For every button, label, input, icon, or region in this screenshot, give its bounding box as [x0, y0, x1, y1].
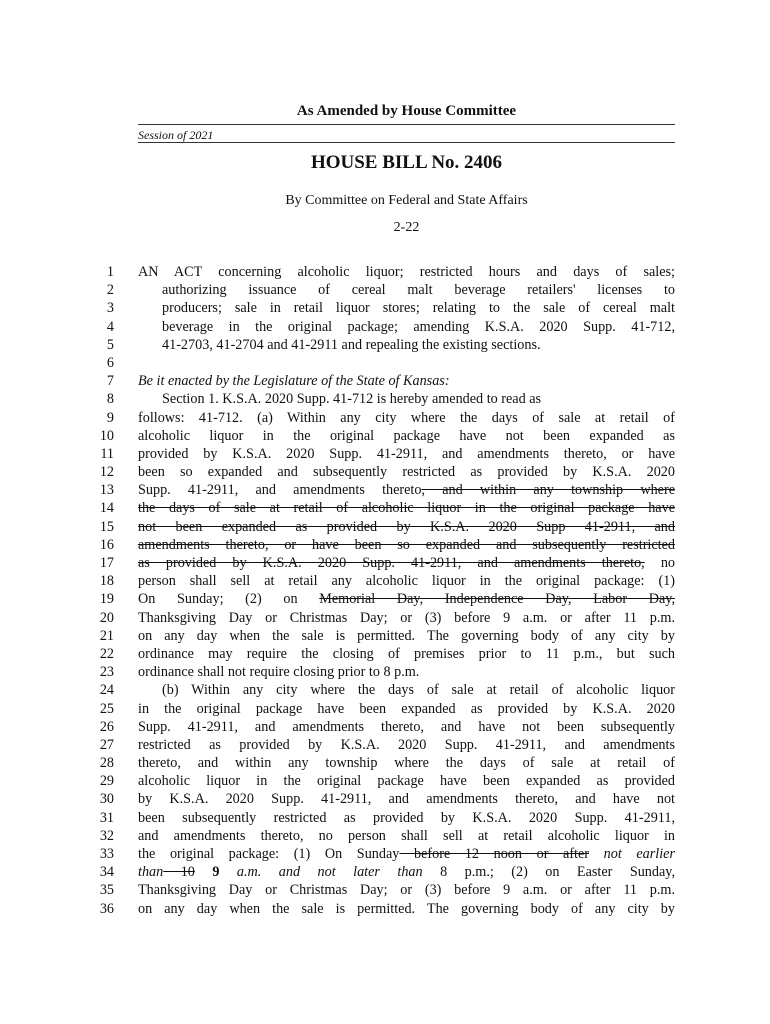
bill-line: [0, 881, 770, 899]
bill-line: [0, 736, 770, 754]
text-segment: Thanksgiving Day or Christmas Day; or (3) before 9 a.m. or after 11 p.m.: [138, 609, 675, 626]
line-number: 33: [99, 846, 114, 862]
line-number: 15: [99, 518, 114, 535]
line-text: [138, 481, 675, 499]
line-number: 13: [99, 482, 114, 499]
bill-line: [0, 572, 770, 590]
text-segment: by K.S.A. 2020 Supp. 41-2911, and amendments thereto, and have not: [138, 791, 675, 808]
line-text: [138, 463, 675, 481]
line-number: 22: [99, 645, 114, 662]
bill-line: [0, 663, 770, 681]
line-number: 23: [99, 664, 114, 681]
bill-line: [0, 263, 770, 281]
line-number: 36: [99, 900, 114, 917]
text-segment: alcoholic liquor in the original package have not been expanded as: [138, 427, 675, 444]
line-text: [162, 390, 675, 408]
bill-line: [0, 299, 770, 317]
line-text: [138, 772, 675, 790]
line-number: 19: [99, 591, 114, 608]
line-text: [162, 336, 675, 354]
divider: [138, 124, 675, 125]
line-number: 21: [99, 627, 114, 644]
struck-text: 10: [163, 864, 195, 881]
line-number: 20: [99, 609, 114, 626]
text-segment: been so expanded and subsequently restricted as provided by K.S.A. 2020: [138, 464, 675, 481]
struck-text: as provided by K.S.A. 2020 Supp. 41-2911, and amendments thereto,: [138, 555, 645, 571]
line-text: [138, 536, 675, 554]
text-segment: AN ACT concerning alcoholic liquor; restricted hours and days of sales;: [138, 264, 675, 280]
divider: [138, 142, 675, 143]
line-number: 18: [99, 573, 114, 590]
line-text: [138, 863, 675, 881]
line-number: 17: [99, 555, 114, 571]
line-number: 27: [99, 736, 114, 753]
text-segment: been subsequently restricted as provided by K.S.A. 2020 Supp. 41-2911,: [138, 809, 675, 826]
line-number: 28: [99, 755, 114, 772]
text-segment: on any day when the sale is permitted. The governing body of any city by: [138, 627, 675, 644]
session-label: Session of 2021: [138, 128, 214, 142]
amended-text: than: [138, 864, 164, 881]
line-text: [138, 572, 675, 590]
text-segment: and amendments thereto, no person shall sell at retail alcoholic liquor in: [138, 827, 675, 844]
text-segment: 8 p.m.; (2) on Easter Sunday,: [422, 864, 676, 881]
struck-text: the days of sale at retail of alcoholic liquor in the original package have: [138, 500, 675, 517]
line-text: [138, 845, 675, 863]
struck-text: before 12 noon or after: [399, 846, 590, 862]
line-number: 11: [100, 445, 114, 462]
line-text: [138, 718, 675, 736]
amended-text: 9: [194, 864, 220, 881]
bill-line: [0, 427, 770, 445]
line-text: [138, 827, 675, 845]
line-text: [138, 372, 675, 390]
bill-line: [0, 700, 770, 718]
line-text: [138, 590, 675, 608]
line-number: 12: [99, 464, 114, 481]
amended-text: a.m. and not later than: [219, 864, 423, 881]
struck-text: , and within any township where: [421, 482, 675, 499]
line-number: 32: [99, 827, 114, 844]
bill-line: [0, 809, 770, 827]
line-text: [138, 445, 675, 463]
text-segment: On Sunday; (2) on: [138, 591, 320, 608]
line-number: 31: [99, 809, 114, 826]
line-text: [162, 681, 675, 699]
bill-line: [0, 518, 770, 536]
line-text: [138, 263, 675, 281]
line-text: [138, 754, 675, 772]
line-text: [138, 663, 675, 681]
text-segment: provided by K.S.A. 2020 Supp. 41-2911, and amendments thereto, or have: [138, 445, 675, 462]
line-text: [138, 645, 675, 663]
amended-banner: As Amended by House Committee: [296, 103, 517, 119]
bill-line: [0, 863, 770, 881]
text-segment: beverage in the original package; amending K.S.A. 2020 Supp. 41-712,: [162, 318, 675, 335]
bill-line: [0, 627, 770, 645]
line-text: [162, 281, 675, 299]
amended-text: not earlier: [589, 846, 675, 862]
line-number: 14: [99, 500, 114, 517]
bill-line: [0, 790, 770, 808]
text-segment: authorizing issuance of cereal malt beverage retailers' licenses to: [162, 282, 675, 299]
bill-line: [0, 845, 770, 863]
line-text: [138, 609, 675, 627]
text-segment: follows: 41-712. (a) Within any city where the days of sale at retail of: [138, 409, 675, 426]
line-number: 16: [99, 536, 114, 553]
line-text: [138, 627, 675, 645]
struck-text: amendments thereto, or have been so expanded and subsequently restricted: [138, 536, 675, 553]
line-number: 7: [106, 373, 114, 390]
bill-text: [0, 263, 770, 918]
introduction-date: 2-22: [393, 220, 420, 235]
text-segment: ordinance may require the closing of premises prior to 11 p.m., but such: [138, 645, 675, 662]
line-number: 29: [99, 773, 114, 790]
text-segment: in the original package have been expanded as provided by K.S.A. 2020: [138, 700, 675, 717]
text-segment: 41-2703, 41-2704 and 41-2911 and repealing the existing sections.: [162, 336, 541, 353]
text-segment: Section 1. K.S.A. 2020 Supp. 41-712 is hereby amended to read as: [162, 391, 542, 408]
line-number: 10: [99, 427, 114, 444]
bill-line: [0, 772, 770, 790]
text-segment: restricted as provided by K.S.A. 2020 Supp. 41-2911, and amendments: [138, 736, 675, 753]
line-text: [138, 499, 675, 517]
line-text: [138, 809, 675, 827]
text-segment: ordinance shall not require closing prior to 8 p.m.: [138, 664, 420, 681]
text-segment: Supp. 41-2911, and amendments thereto, and have not been subsequently: [138, 718, 675, 735]
text-segment: the original package: (1) On Sunday: [138, 846, 400, 862]
text-segment: Supp. 41-2911, and amendments thereto: [138, 482, 422, 499]
line-text: [138, 881, 675, 899]
line-number: 35: [99, 882, 114, 899]
text-segment: alcoholic liquor in the original package have been expanded as provided: [138, 773, 675, 790]
line-number: 9: [106, 409, 114, 426]
line-number: 3: [106, 300, 114, 317]
line-text: [162, 318, 675, 336]
bill-line: [0, 409, 770, 427]
bill-line: [0, 336, 770, 354]
amended-text: Be it enacted by the Legislature of the State of Kansas:: [138, 373, 450, 390]
line-text: [138, 554, 675, 572]
line-text: [138, 518, 675, 536]
line-number: 30: [99, 791, 114, 808]
text-segment: (b) Within any city where the days of sale at retail of alcoholic liquor: [162, 682, 675, 699]
bill-line: [0, 354, 770, 372]
struck-text: Memorial Day, Independence Day, Labor Day,: [319, 591, 675, 608]
bill-line: [0, 609, 770, 627]
bill-line: [0, 281, 770, 299]
bill-line: [0, 499, 770, 517]
bill-line: [0, 827, 770, 845]
text-segment: no: [644, 555, 676, 571]
line-number: 1: [106, 264, 114, 280]
bill-line: [0, 645, 770, 663]
line-text: [138, 900, 675, 918]
bill-line: [0, 536, 770, 554]
text-segment: person shall sell at retail any alcoholic liquor in the original package: (1): [138, 573, 675, 590]
line-number: 5: [106, 336, 114, 353]
line-number: 26: [99, 718, 114, 735]
text-segment: Thanksgiving Day or Christmas Day; or (3) before 9 a.m. or after 11 p.m.: [138, 882, 675, 899]
text-segment: producers; sale in retail liquor stores; relating to the sale of cereal malt: [162, 300, 675, 317]
bill-line: [0, 554, 770, 572]
line-text: [138, 427, 675, 445]
struck-text: not been expanded as provided by K.S.A. 2020 Supp 41-2911, and: [138, 518, 675, 535]
bill-line: [0, 590, 770, 608]
line-number: 8: [106, 391, 114, 408]
bill-line: [0, 372, 770, 390]
bill-line: [0, 390, 770, 408]
sponsor-byline: By Committee on Federal and State Affairs: [285, 193, 528, 208]
bill-line: [0, 318, 770, 336]
bill-line: [0, 681, 770, 699]
line-number: 34: [99, 864, 114, 881]
bill-line: [0, 463, 770, 481]
bill-line: [0, 445, 770, 463]
text-segment: thereto, and within any township where the days of sale at retail of: [138, 755, 675, 772]
bill-line: [0, 718, 770, 736]
bill-line: [0, 900, 770, 918]
line-text: [138, 790, 675, 808]
line-number: 6: [106, 354, 114, 371]
line-number: 24: [99, 682, 114, 699]
line-text: [138, 736, 675, 754]
line-number: 2: [106, 282, 114, 299]
bill-title: HOUSE BILL No. 2406: [310, 152, 503, 173]
bill-line: [0, 754, 770, 772]
text-segment: on any day when the sale is permitted. The governing body of any city by: [138, 900, 675, 917]
line-text: [138, 700, 675, 718]
line-text: [162, 299, 675, 317]
line-number: 4: [106, 318, 114, 335]
line-text: [138, 409, 675, 427]
bill-line: [0, 481, 770, 499]
line-number: 25: [99, 700, 114, 717]
